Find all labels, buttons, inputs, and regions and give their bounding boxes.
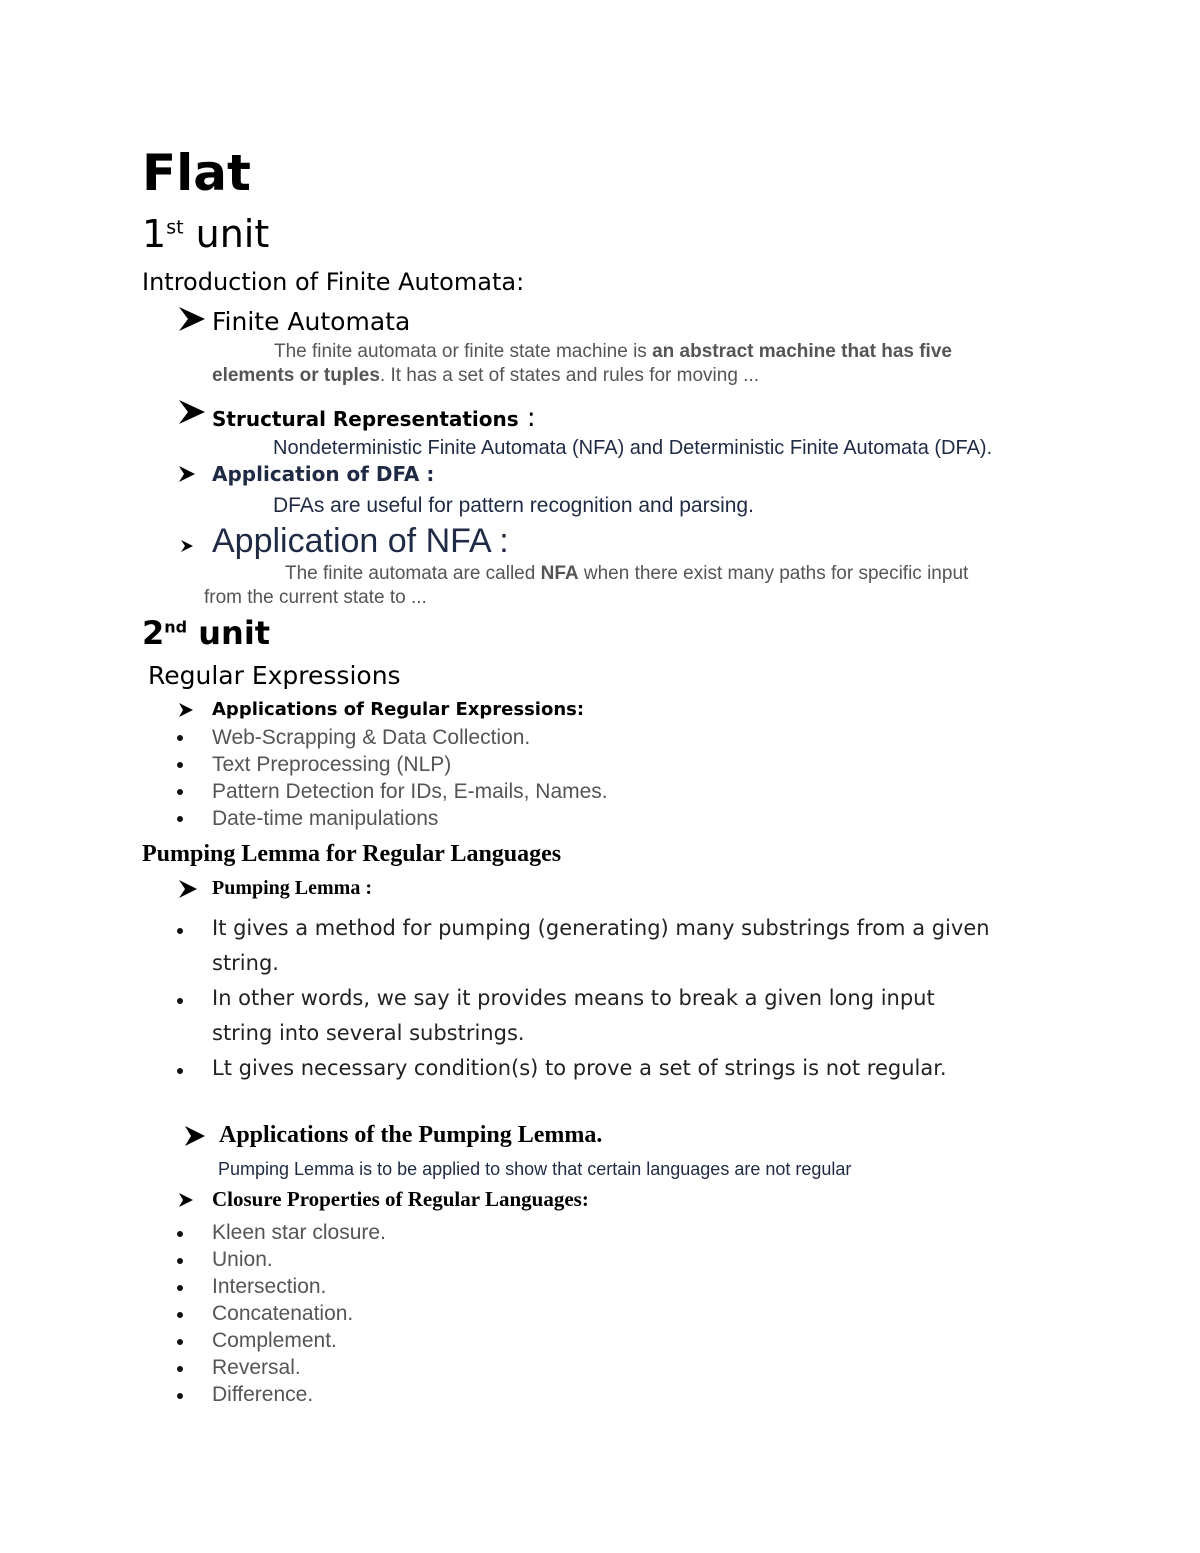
- fa-desc-bold: an abstract machine that has five: [652, 341, 952, 362]
- section-heading-finite-automata: Introduction of Finite Automata:: [142, 268, 525, 296]
- application-nfa-label: Application of NFA :: [212, 522, 509, 560]
- fa-desc-part-1: The finite automata or finite state machine is: [274, 341, 653, 362]
- list-item: Complement.: [212, 1329, 337, 1352]
- application-dfa-description: DFAs are useful for pattern recognition and parsing.: [273, 494, 754, 517]
- unit-1-superscript: st: [166, 216, 184, 239]
- unit-2-word: unit: [187, 614, 271, 652]
- list-item: Lt gives necessary condition(s) to prove a set of strings is not regular.: [212, 1056, 947, 1080]
- bullet-dot-icon: [177, 998, 183, 1004]
- regex-applications-label: Applications of Regular Expressions:: [212, 699, 585, 720]
- bullet-dot-icon: [177, 1258, 183, 1264]
- bullet-dot-icon: [177, 1312, 183, 1318]
- list-item: Difference.: [212, 1383, 314, 1406]
- finite-automata-label: Finite Automata: [212, 307, 411, 336]
- nfa-desc-part-1: The finite automata are called: [285, 563, 541, 584]
- arrow-bullet-icon: [178, 1192, 194, 1208]
- unit-1-word: unit: [183, 212, 270, 256]
- bullet-dot-icon: [177, 1231, 183, 1237]
- unit-1-number: 1: [142, 212, 167, 256]
- section-heading-regular-expressions: Regular Expressions: [148, 661, 401, 690]
- arrow-bullet-icon: [178, 306, 206, 332]
- unit-1-heading: [142, 212, 269, 256]
- nfa-desc-bold: NFA: [540, 563, 579, 584]
- bullet-dot-icon: [177, 816, 183, 822]
- unit-2-superscript: nd: [164, 617, 188, 637]
- arrow-bullet-icon: [178, 702, 194, 718]
- bullet-dot-icon: [177, 1339, 183, 1345]
- list-item: Text Preprocessing (NLP): [212, 753, 452, 776]
- arrow-bullet-icon: [180, 539, 194, 553]
- arrow-bullet-icon: [178, 399, 206, 425]
- sr-label-text: Structural Representations: [212, 407, 519, 431]
- finite-automata-description: [274, 341, 952, 363]
- list-item: Reversal.: [212, 1356, 301, 1379]
- list-item: Date-time manipulations: [212, 807, 439, 830]
- bullet-dot-icon: [177, 1366, 183, 1372]
- bullet-dot-icon: [177, 1068, 183, 1074]
- sr-colon: :: [518, 403, 536, 433]
- pumping-lemma-applications-description: Pumping Lemma is to be applied to show that certain languages are not regular: [218, 1159, 852, 1179]
- pumping-lemma-applications-label: Applications of the Pumping Lemma.: [219, 1122, 603, 1148]
- fa-desc-bold-2: elements or tuples: [212, 365, 380, 386]
- unit-2-number: 2: [142, 614, 165, 652]
- application-nfa-description: [285, 563, 968, 585]
- list-item: Pattern Detection for IDs, E-mails, Names.: [212, 780, 608, 803]
- bullet-dot-icon: [177, 735, 183, 741]
- closure-properties-label: Closure Properties of Regular Languages:: [212, 1187, 589, 1211]
- list-item: It gives a method for pumping (generating) many substrings from a given: [212, 916, 990, 940]
- finite-automata-description-line2: [212, 365, 759, 387]
- section-heading-pumping-lemma: Pumping Lemma for Regular Languages: [142, 841, 562, 867]
- application-dfa-label: Application of DFA :: [212, 462, 435, 486]
- bullet-dot-icon: [177, 1393, 183, 1399]
- bullet-dot-icon: [177, 928, 183, 934]
- page-title: Flat: [142, 144, 251, 202]
- list-item-continuation: string.: [212, 951, 279, 975]
- unit-2-heading: [142, 614, 270, 652]
- list-item: Intersection.: [212, 1275, 327, 1298]
- list-item: Union.: [212, 1248, 273, 1271]
- structural-representations-label: [212, 403, 536, 433]
- nfa-desc-part-2: when there exist many paths for specific input: [578, 563, 969, 584]
- list-item: Kleen star closure.: [212, 1221, 386, 1244]
- application-nfa-description-line2: from the current state to ...: [204, 587, 427, 608]
- bullet-dot-icon: [177, 762, 183, 768]
- arrow-bullet-icon: [178, 465, 196, 483]
- fa-desc-part-2: . It has a set of states and rules for moving ...: [379, 365, 760, 386]
- list-item: In other words, we say it provides means to break a given long input: [212, 986, 935, 1010]
- list-item-continuation: string into several substrings.: [212, 1021, 525, 1045]
- bullet-dot-icon: [177, 1285, 183, 1291]
- list-item: Web-Scrapping & Data Collection.: [212, 726, 531, 749]
- arrow-bullet-icon: [184, 1125, 206, 1147]
- arrow-bullet-icon: [178, 879, 198, 899]
- structural-representations-description: Nondeterministic Finite Automata (NFA) and Deterministic Finite Automata (DFA).: [273, 437, 993, 459]
- list-item: Concatenation.: [212, 1302, 354, 1325]
- bullet-dot-icon: [177, 789, 183, 795]
- pumping-lemma-label: Pumping Lemma :: [212, 877, 372, 899]
